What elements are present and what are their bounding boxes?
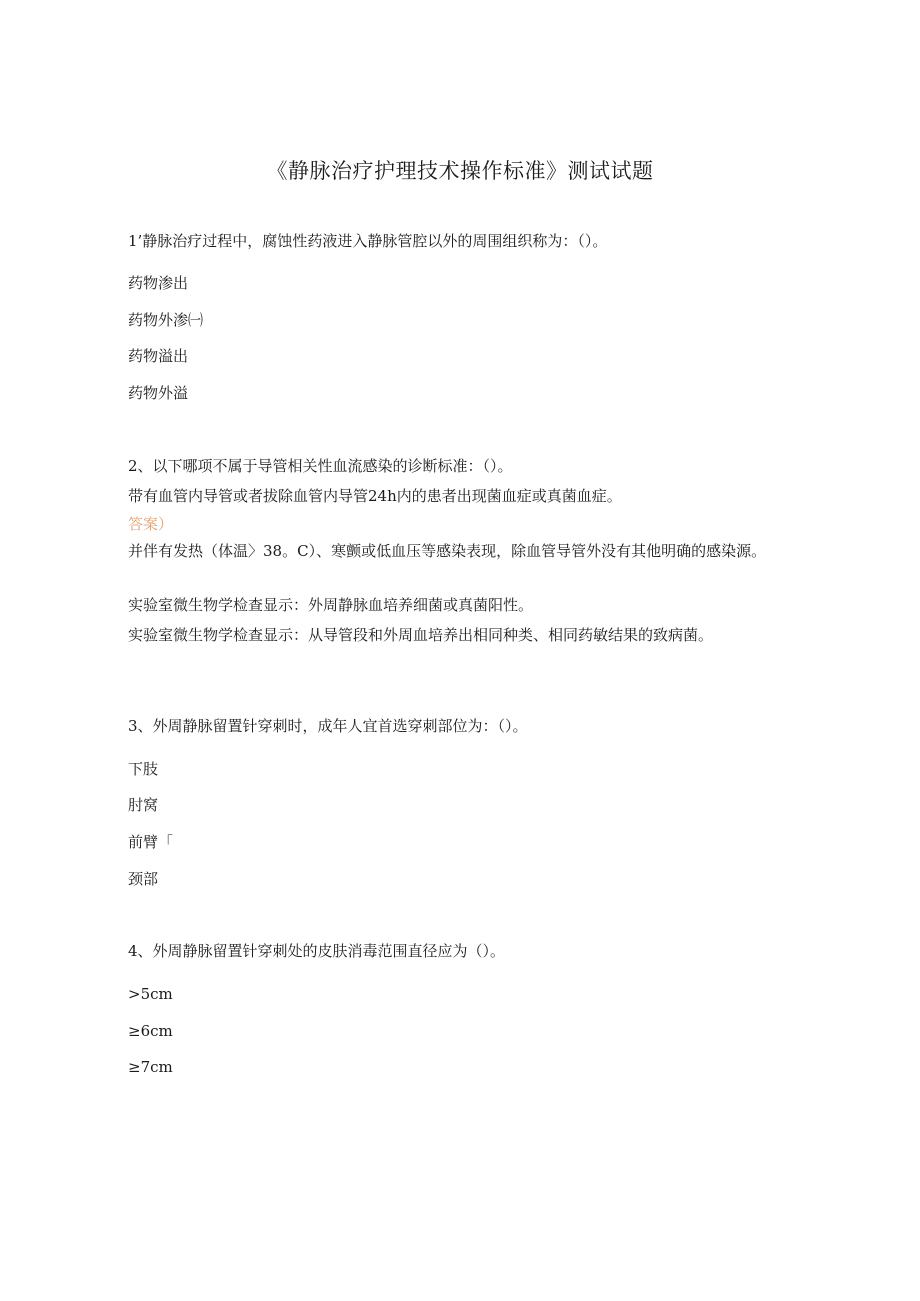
question-1-stem: 1’静脉治疗过程中，腐蚀性药液进入静脉管腔以外的周围组织称为：（）。 — [128, 232, 608, 250]
page-title: 《静脉治疗护理技术操作标准》测试试题 — [266, 159, 654, 183]
question-4-option-b: ≥6cm — [128, 1022, 173, 1040]
question-3-option-d: 颈部 — [128, 870, 159, 888]
question-2-stem: 2、以下哪项不属于导管相关性血流感染的诊断标准：（）。 — [128, 457, 513, 475]
question-4-stem: 4、外周静脉留置针穿刺处的皮肤消毒范围直径应为（）。 — [128, 942, 506, 960]
question-1-option-b: 药物外渗㈠ — [128, 311, 204, 329]
question-2-option-c: 实验室微生物学检查显示：外周静脉血培养细菌或真菌阳性。 — [128, 596, 534, 614]
question-2-option-a: 带有血管内导管或者拔除血管内导管24h内的患者出现菌血症或真菌血症。 — [128, 487, 622, 505]
question-4-option-c: ≥7cm — [128, 1058, 173, 1076]
question-4-option-a: >5cm — [128, 985, 173, 1003]
answer-label: 答案） — [128, 515, 174, 533]
question-3-option-c: 前臂「 — [128, 833, 174, 851]
question-3-option-b: 肘窝 — [128, 796, 159, 814]
question-2-option-d: 实验室微生物学检查显示：从导管段和外周血培养出相同种类、相同药敏结果的致病菌。 — [128, 626, 714, 644]
question-3-stem: 3、外周静脉留置针穿刺时，成年人宜首选穿刺部位为：（）。 — [128, 717, 528, 735]
question-1-option-a: 药物渗出 — [128, 274, 189, 292]
question-2-option-b: 并伴有发热（体温〉38。C）、寒颤或低血压等感染表现，除血管导管外没有其他明确的感染源。 — [128, 542, 767, 560]
question-1-option-c: 药物溢出 — [128, 347, 189, 365]
question-3-option-a: 下肢 — [128, 760, 159, 778]
question-1-option-d: 药物外溢 — [128, 384, 189, 402]
